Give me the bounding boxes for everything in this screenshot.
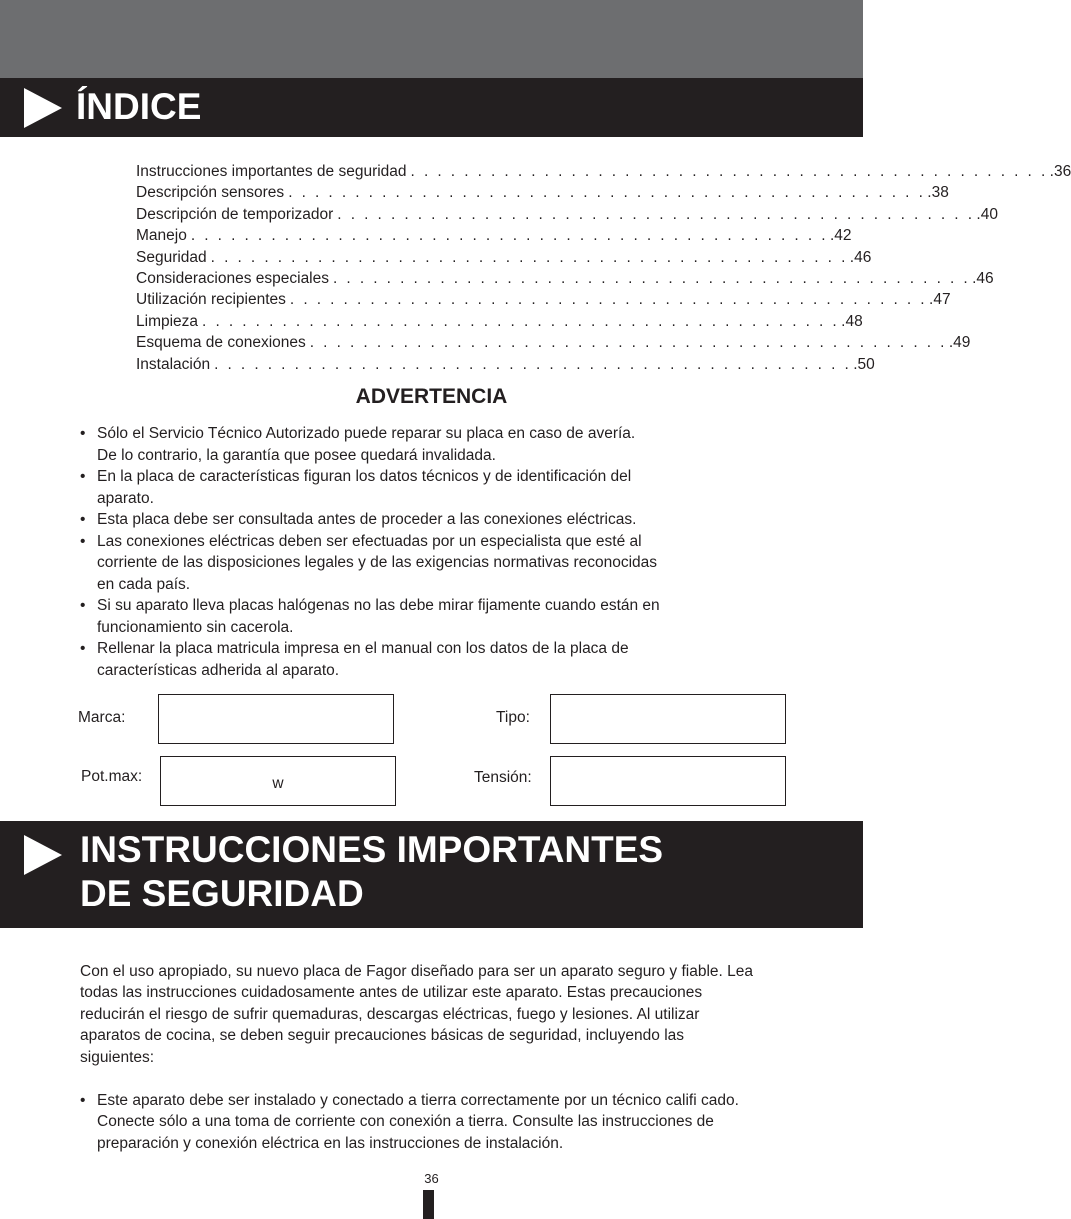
toc-item: Descripción sensores . . . . . . . . . . . . . . . . . . . . . . . . . . . . . . . . . . . . . . . . . . . . . . . . .38 xyxy=(136,182,670,203)
potmax-label: Pot.max: xyxy=(81,768,143,785)
toc-leader: . . . . . . . . . . . . . . . . . . . . . . . . . . . . . . . . . . . . . . . . . . . . . . . . xyxy=(309,334,947,352)
toc-item: Descripción de temporizador . . . . . . . . . . . . . . . . . . . . . . . . . . . . . . . . . . . . . . . . . . . . . . . . .40 xyxy=(136,204,670,225)
bullet-icon: • xyxy=(80,468,86,485)
bullet-icon: • xyxy=(80,1092,86,1109)
toc-item: Utilización recipientes . . . . . . . . . . . . . . . . . . . . . . . . . . . . . . . . . . . . . . . . . . . . . . . . .47 xyxy=(136,289,670,310)
toc-leader: . . . . . . . . . . . . . . . . . . . . . . . . . . . . . . . . . . . . . . . . . . . . . . . . xyxy=(210,248,848,266)
tension-field[interactable] xyxy=(550,756,786,806)
index-banner xyxy=(0,78,863,137)
toc-leader: . . . . . . . . . . . . . . . . . . . . . . . . . . . . . . . . . . . . . . . . . . . . . . . . xyxy=(333,270,971,288)
toc-item: Instalación . . . . . . . . . . . . . . . . . . . . . . . . . . . . . . . . . . . . . . . . . . . . . . . . .50 xyxy=(136,354,670,375)
safety-intro: Con el uso apropiado, su nuevo placa de Fagor diseñado para ser un aparato seguro y fiable. Lea todas las instrucciones cuidadosamente antes de utilizar este aparato. Estas precauciones reducirán el riesgo de sufrir quemaduras, descargas eléctricas, fuego y lesiones. Al utilizar aparatos de cocina, se deben seguir precauciones básicas de seguridad, incluyendo las siguientes: xyxy=(80,963,753,1066)
marca-field[interactable] xyxy=(158,694,394,744)
toc-item: Esquema de conexiones . . . . . . . . . . . . . . . . . . . . . . . . . . . . . . . . . . . . . . . . . . . . . . . . .49 xyxy=(136,332,670,353)
arrow-right-icon xyxy=(24,88,62,128)
toc-leader: . . . . . . . . . . . . . . . . . . . . . . . . . . . . . . . . . . . . . . . . . . . . . . . . xyxy=(190,227,828,245)
list-item: • Sólo el Servicio Técnico Autorizado puede reparar su placa en caso de avería. De lo contrario, la garantía que posee quedará invalidada. xyxy=(80,425,636,464)
warning-heading: ADVERTENCIA xyxy=(355,385,508,408)
tipo-field[interactable] xyxy=(550,694,786,744)
potmax-field[interactable] xyxy=(160,756,396,806)
table-of-contents xyxy=(136,161,1071,375)
toc-leader: . . . . . . . . . . . . . . . . . . . . . . . . . . . . . . . . . . . . . . . . . . . . . . . . xyxy=(214,355,852,373)
toc-item: Consideraciones especiales . . . . . . . . . . . . . . . . . . . . . . . . . . . . . . . . . . . . . . . . . . . . . . . . .46 xyxy=(136,268,670,289)
list-item: • En la placa de características figuran los datos técnicos y de identificación del aparato. xyxy=(80,468,632,507)
toc-leader: . . . . . . . . . . . . . . . . . . . . . . . . . . . . . . . . . . . . . . . . . . . . . . . . xyxy=(410,163,1048,180)
arrow-right-icon xyxy=(24,835,62,875)
top-gray-band xyxy=(0,0,863,78)
bullet-icon: • xyxy=(80,511,86,528)
list-item: • Este aparato debe ser instalado y conectado a tierra correctamente por un técnico califi cado. Conecte sólo a una toma de corriente con conexión a tierra. Consulte las instrucciones de preparación y conexión eléctrica en las instrucciones de instalación. xyxy=(80,1092,739,1152)
toc-item: Limpieza . . . . . . . . . . . . . . . . . . . . . . . . . . . . . . . . . . . . . . . . . . . . . . . . .48 xyxy=(136,311,670,332)
page-number: 36 xyxy=(424,1171,439,1186)
safety-banner xyxy=(0,821,863,928)
potmax-unit: w xyxy=(272,775,284,792)
list-item: • Rellenar la placa matricula impresa en el manual con los datos de la placa de características adherida al aparato. xyxy=(80,640,629,679)
index-title: ÍNDICE xyxy=(76,86,202,127)
bullet-icon: • xyxy=(80,640,86,657)
safety-list xyxy=(78,1090,858,1154)
toc-leader: . . . . . . . . . . . . . . . . . . . . . . . . . . . . . . . . . . . . . . . . . . . . . . . . xyxy=(288,184,926,202)
bullet-icon: • xyxy=(80,532,86,550)
list-item: • Esta placa debe ser consultada antes de proceder a las conexiones eléctricas. xyxy=(78,509,778,531)
tipo-label: Tipo: xyxy=(496,709,530,726)
list-item: • Las conexiones eléctricas deben ser efectuadas por un especialista que esté al corriente de las disposiciones legales y de las exigencias normativas reconocidas en cada país. xyxy=(80,532,658,593)
bullet-icon: • xyxy=(80,597,86,614)
safety-title: INSTRUCCIONES IMPORTANTES DE SEGURIDAD xyxy=(80,829,664,914)
list-item: • Si su aparato lleva placas halógenas no las debe mirar fijamente cuando están en funcionamiento sin cacerola. xyxy=(80,597,660,636)
toc-leader: . . . . . . . . . . . . . . . . . . . . . . . . . . . . . . . . . . . . . . . . . . . . . . . . xyxy=(202,312,840,330)
toc-leader: . . . . . . . . . . . . . . . . . . . . . . . . . . . . . . . . . . . . . . . . . . . . . . . . xyxy=(289,291,928,309)
bullet-icon: • xyxy=(80,425,86,442)
page-marker xyxy=(423,1190,434,1219)
tension-label: Tensión: xyxy=(474,769,532,786)
marca-label: Marca: xyxy=(78,709,126,726)
toc-leader: . . . . . . . . . . . . . . . . . . . . . . . . . . . . . . . . . . . . . . . . . . . . . . . . xyxy=(337,205,975,223)
toc-item: Manejo . . . . . . . . . . . . . . . . . . . . . . . . . . . . . . . . . . . . . . . . . . . . . . . . .42 xyxy=(136,225,670,246)
toc-item: Instrucciones importantes de seguridad . . . . . . . . . . . . . . . . . . . . . . . . . . . . . . . . . . . . . . . . . . . . . . . . .36 xyxy=(136,161,670,182)
toc-item: Seguridad . . . . . . . . . . . . . . . . . . . . . . . . . . . . . . . . . . . . . . . . . . . . . . . . .46 xyxy=(136,247,670,268)
warning-list xyxy=(78,423,778,681)
